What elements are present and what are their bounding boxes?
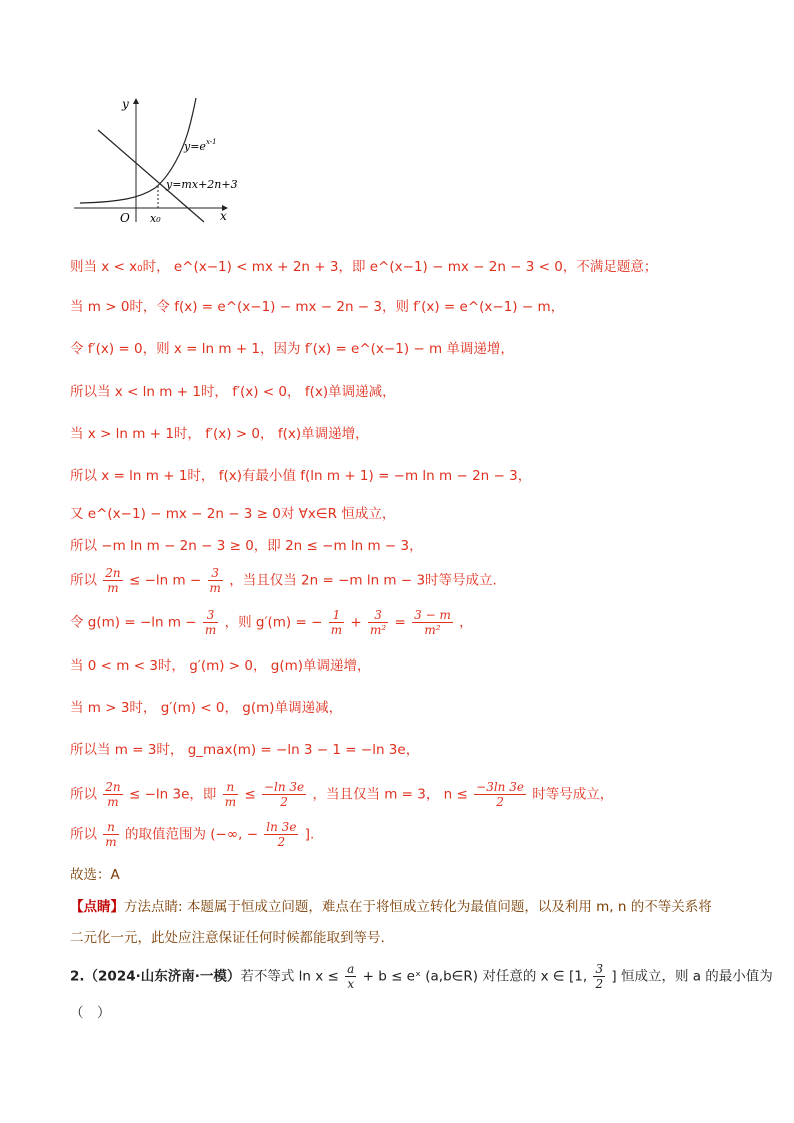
fraction: [345, 962, 356, 991]
solution-line-6: 所以 x = ln m + 1时， f(x)有最小值 f(ln m + 1) = −m ln m − 2n − 3，: [70, 468, 532, 484]
solution-line-9: [70, 566, 497, 595]
text-segment: ≤ −ln m −: [128, 572, 202, 589]
question-2-answer-blank: （ ）: [70, 1005, 111, 1021]
text-segment: 时等号成立，: [532, 786, 614, 803]
fraction: [264, 820, 298, 849]
denominator: m: [105, 835, 117, 849]
text-segment: ，则 g′(m) = −: [224, 614, 323, 631]
text-segment: 的取值范围为: [124, 826, 206, 843]
text-segment: 所以: [70, 826, 97, 843]
solution-line-14: [70, 780, 613, 809]
solution-line-2: 当 m > 0时，令 f(x) = e^(x−1) − mx − 2n − 3，则 f′(x) = e^(x−1) − m，: [70, 299, 565, 315]
origin-label: O: [120, 211, 130, 225]
numerator: n: [223, 780, 238, 795]
numerator: a: [347, 962, 355, 976]
y-axis-arrow: [133, 98, 139, 104]
numerator: 3: [208, 566, 223, 581]
solution-line-11: 当 0 < m < 3时， g′(m) > 0， g(m)单调递增，: [70, 658, 371, 674]
curve-label-sup: x-1: [205, 138, 217, 146]
denominator: m: [330, 623, 343, 637]
denominator: 2: [496, 795, 504, 809]
x-axis-label: x: [220, 209, 227, 223]
text-segment: +: [350, 614, 362, 631]
numerator: −ln 3e: [263, 780, 305, 794]
fraction: [412, 608, 453, 637]
text-segment: (−∞, −: [210, 826, 258, 843]
denominator: x: [347, 977, 355, 991]
note-line-2: 二元化一元，此处应注意保证任何时候都能取到等号.: [70, 930, 385, 946]
text-segment: ，当且仅当 m = 3， n ≤: [312, 786, 468, 803]
text-segment: + b ≤ eˣ (a,b∈R) 对任意的 x ∈: [362, 968, 565, 985]
text-segment: [1,: [569, 968, 588, 985]
solution-line-1: 则当 x < x₀时， e^(x−1) < mx + 2n + 3，即 e^(x−1) − mx − 2n − 3 < 0，不满足题意；: [70, 259, 658, 275]
denominator: 2: [280, 795, 288, 809]
solution-line-15: [70, 820, 314, 849]
y-axis-label: y: [122, 97, 129, 111]
solution-line-12: 当 m > 3时， g′(m) < 0， g(m)单调递减，: [70, 700, 343, 716]
curve-label: [183, 138, 217, 153]
fraction: [103, 780, 122, 809]
numerator: −3ln 3e: [476, 780, 524, 794]
denominator: 2: [277, 835, 286, 849]
numerator: 2n: [105, 780, 121, 794]
denominator: m²: [424, 623, 441, 637]
text-segment: ].: [304, 826, 315, 843]
solution-line-8: 所以 −m ln m − 2n − 3 ≥ 0，即 2n ≤ −m ln m − 3，: [70, 538, 423, 554]
denominator: m: [209, 581, 221, 595]
fraction: [103, 820, 118, 849]
text-segment: 令 g(m) = −ln m −: [70, 614, 197, 631]
fraction: [103, 566, 122, 595]
text-segment: =: [394, 614, 406, 631]
fraction: [203, 608, 218, 637]
text-segment: 若不等式 ln x ≤: [240, 968, 339, 985]
text-segment: ] 恒成立，则 a 的最小值为: [611, 968, 773, 985]
note-text: 方法点睛: 本题属于恒成立问题，难点在于将恒成立转化为最值问题，以及利用 m, n 的不等关系将: [124, 899, 712, 915]
numerator: 3 − m: [414, 608, 451, 622]
numerator: 3: [203, 608, 218, 623]
solution-line-3: 令 f′(x) = 0，则 x = ln m + 1，因为 f′(x) = e^(x−1) − m 单调递增，: [70, 341, 514, 357]
numerator: 2n: [105, 566, 121, 580]
fraction: [329, 608, 344, 637]
text-segment: ≤: [244, 786, 256, 803]
text-segment: 所以: [70, 786, 97, 803]
fraction: [368, 608, 388, 637]
fraction: [474, 780, 526, 809]
denominator: 2: [595, 977, 604, 991]
denominator: m: [224, 795, 237, 809]
text-segment: ，当且仅当 2n = −m ln m − 3时等号成立.: [229, 572, 497, 589]
function-graph: [70, 92, 240, 227]
note-tag: 【点睛】: [70, 899, 124, 915]
solution-line-4: 所以当 x < ln m + 1时， f′(x) < 0， f(x)单调递减，: [70, 384, 396, 400]
denominator: m: [107, 581, 119, 595]
denominator: m²: [370, 623, 387, 637]
fraction: [208, 566, 223, 595]
text-segment: 所以: [70, 572, 97, 589]
line-label: y=mx+2n+3: [166, 178, 238, 191]
text-segment: ，: [459, 614, 473, 631]
text-segment: ≤ −ln 3e，即: [128, 786, 217, 803]
fraction: [593, 962, 605, 991]
numerator: 3: [368, 608, 388, 623]
solution-line-10: [70, 608, 473, 637]
solution-line-5: 当 x > ln m + 1时， f′(x) > 0， f(x)单调递增，: [70, 426, 369, 442]
denominator: m: [107, 795, 119, 809]
fraction: [223, 780, 238, 809]
solution-line-7: 又 e^(x−1) − mx − 2n − 3 ≥ 0对 ∀x∈R 恒成立，: [70, 506, 396, 522]
x0-label: x₀: [150, 212, 161, 225]
question-source: （2024·山东济南·一模）: [84, 968, 241, 985]
note-line-1: [70, 897, 712, 917]
fraction: [262, 780, 306, 809]
numerator: 1: [329, 608, 344, 623]
numerator: ln 3e: [266, 820, 297, 834]
solution-line-13: 所以当 m = 3时， g_max(m) = −ln 3 − 1 = −ln 3e，: [70, 742, 420, 758]
curve-label-main: y=e: [184, 140, 206, 153]
numerator: 3: [595, 962, 604, 976]
answer-line: 故选：A: [70, 867, 120, 883]
numerator: n: [103, 820, 118, 835]
denominator: m: [204, 623, 217, 637]
question-number: 2.: [70, 968, 85, 985]
question-2: [70, 962, 773, 991]
